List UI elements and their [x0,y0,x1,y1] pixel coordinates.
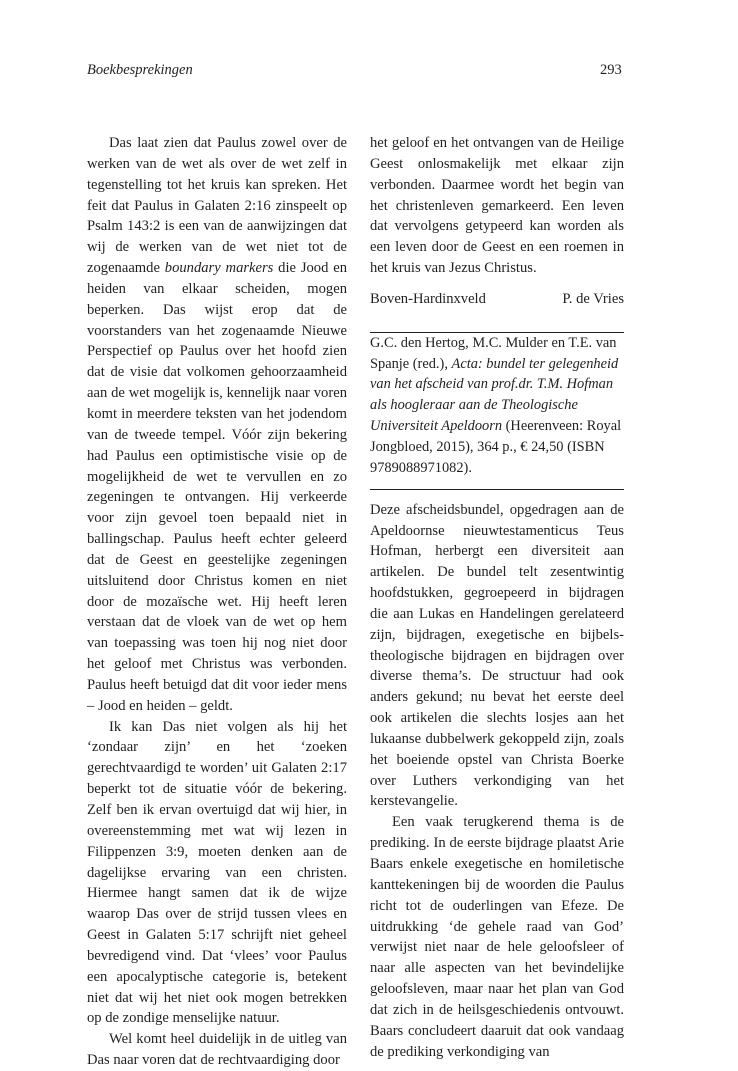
review-body [370,500,624,1063]
paragraph: Das laat zien dat Paulus zowel over de werken van de wet als over de wet zelf in tegenstelling tot het kruis kan spreken. Het feit dat Paulus in Galaten 2:16 zinspeelt op Psalm 143:2 is een van de aanwijzingen dat wij de werken van de wet niet tot de zogenaamde boundary markers die Jood en heiden van elkaar scheiden, mogen beperken. Das wijst erop dat de voorstanders van het zogenaamde Nieuwe Perspectief op Paulus over het hoofd zien dat de visie dat volkomen gehoorzaamheid aan de wet mogelijk is, kennelijk naar voren komt in meerdere teksten van het jodendom van de tweede tempel. Vóór zijn bekering had Paulus een optimistische visie op de mogelijkheid de wet te vervullen en zo zegeningen te ontvangen. Hij verkeerde voor zijn gevoel toen bepaald niet in ballingschap. Paulus heeft echter geleerd dat de Geest en geestelijke zegeningen uitsluitend door Christus komen en niet door de mozaïsche wet. Hij heeft leren verstaan dat de vloek van de wet op hem van toepassing was toen hij nog niet door het geloof met Christus was verbonden. Paulus heeft betuigd dat dit voor ieder mens – Jood en heiden – geldt. [87,135,347,714]
paragraph: het geloof en het ontvangen van de Heilige Geest onlosmakelijk met elkaar zijn verbonden. Daarmee wordt het begin van het christenleven gemarkeerd. Een leven dat vervolgens getypeerd kan worden als een leven door de Geest en een roemen in het kruis van Jezus Christus. [370,135,624,277]
right-column [370,133,624,1062]
paragraph: Een vaak terugkerend thema is de prediking. In de eerste bijdrage plaatst Arie Baars enkele exegetische en homiletische kanttekeningen bij de woorden die Paulus richt tot de ouderlingen van Efeze. De uitdrukking ‘de gehele raad van God’ verwijst niet naar de hele geloofsleer of naar alle aspecten van het bevindelijke geloofsleven, maar naar het plan van God dat zich in de heilsgeschiedenis ontvouwt. Baars concludeert daaruit dat ook vandaag de prediking verkondiging van [370,814,624,1060]
page-number: 293 [600,62,622,78]
signature-name: P. de Vries [562,290,624,307]
paragraph: Ik kan Das niet volgen als hij het ‘zondaar zijn’ en het ‘zoeken gerechtvaardigd te worden’ uit Galaten 2:17 beperkt tot de situatie vóór de bekering. Zelf ben ik ervan overtuigd dat wij hier, in overeenstemming met wat wij lezen in Filippenzen 3:9, moeten denken aan de dagelijkse ervaring van een christen. Hiermee hangt samen dat ik de wijze waarop Das over de strijd tussen vlees en Geest in Galaten 5:17 schrijft niet geheel bevredigend vind. Dat ‘vlees’ voor Paulus een apocalyptische categorie is, betekent niet dat wij het niet ook mogen betrekken op de zondige menselijke natuur. [87,718,347,1027]
italic-term: boundary markers [164,260,274,277]
bibliographic-entry: G.C. den Hertog, M.C. Mulder en T.E. van Spanje (red.), Acta: bundel ter gelegenheid van het afscheid van prof.dr. T.M. Hofman als hoogleraar aan de Theologische Universiteit Apeldoorn (Heerenveen: Royal Jongbloed, 2015), 364 p., € 24,50 (ISBN 9789088971082). [370,334,622,476]
review-signature [370,289,624,310]
divider [370,489,624,490]
left-column [87,133,347,1071]
running-title: Boekbesprekingen [87,62,193,78]
paragraph: Deze afscheidsbundel, opgedragen aan de Apeldoornse nieuwtestamenticus Teus Hofman, herbergt een diversiteit aan artikelen. De bundel telt zesentwintig hoofdstukken, gegroepeerd in bijdragen die aan Lukas en Handelingen gerelateerd zijn, bijdragen, exegetische en bijbels-theologische bijdragen en bijdragen over diverse thema’s. De structuur had ook anders gekund; nu bevat het eerste deel ook artikelen die slechts losjes aan het lukaanse dubbelwerk gekoppeld zijn, zoals het boeiende opstel van Christa Boerke over Luthers verkondiging van het kerstevangelie. [370,501,624,810]
paragraph: Wel komt heel duidelijk in de uitleg van Das naar voren dat de rechtvaardiging door [87,1031,347,1069]
signature-place: Boven-Hardinxveld [370,290,486,307]
